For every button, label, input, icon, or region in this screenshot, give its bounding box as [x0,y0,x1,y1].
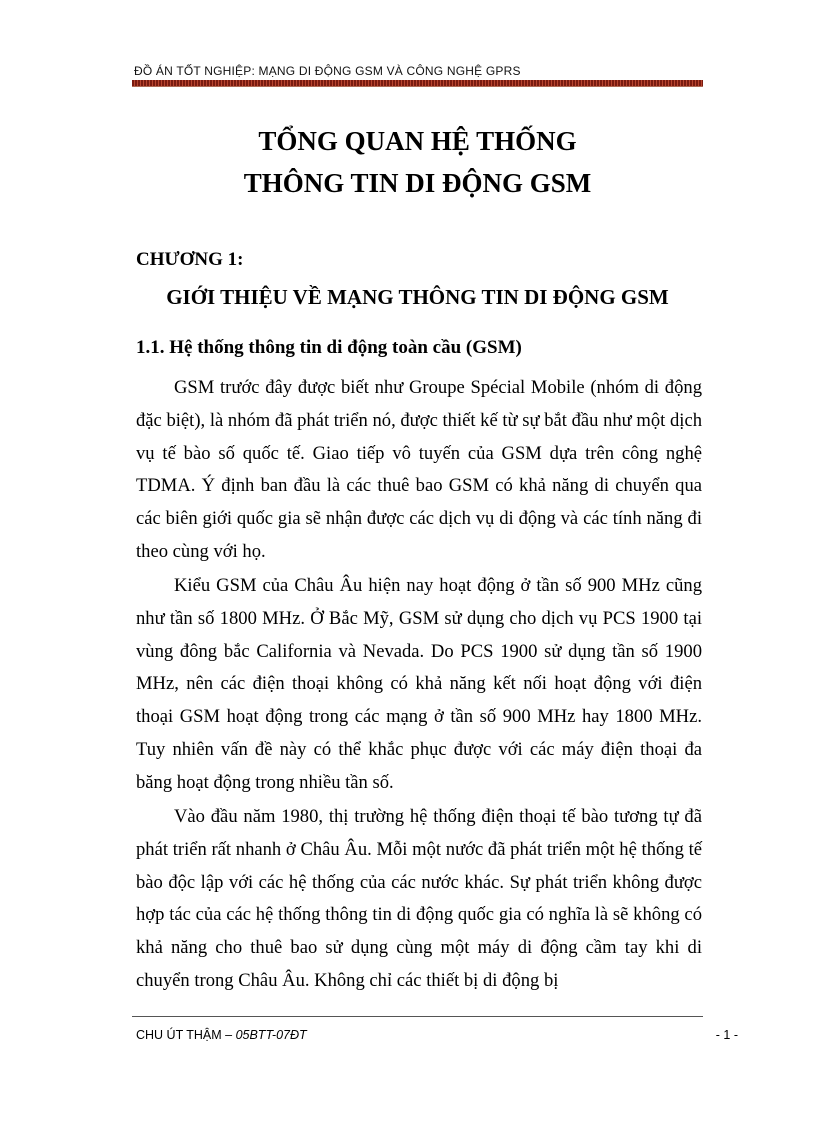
chapter-label: CHƯƠNG 1: [136,249,244,270]
document-title-line2: THÔNG TIN DI ĐỘNG GSM [243,168,592,198]
body-paragraph-2: Kiểu GSM của Châu Âu hiện nay hoạt động ở tần số 900 MHz cũng như tần số 1800 MHz. Ở Bắc Mỹ, GSM sử dụng cho dịch vụ PCS 1900 tại vùng đông bắc California và Nevada. Do PCS 1900 sử dụng tần số 1900 MHz, nên các điện thoại không có khả năng kết nối hoạt động với điện thoại GSM hoạt động trong các mạng ở tần số 900 MHz hay 1800 MHz. Tuy nhiên vấn đề này có thể khắc phục được với các máy điện thoại đa băng hoạt động trong nhiều tần số. [136,575,702,793]
header-rule-thin [132,86,703,87]
running-header: ĐỒ ÁN TỐT NGHIỆP: MẠNG DI ĐỘNG GSM VÀ CÔNG NGHỆ GPRS [134,64,521,78]
footer-author [136,1028,307,1042]
section-heading: 1.1. Hệ thống thông tin di động toàn cầu (GSM) [136,337,522,358]
document-title [132,120,703,204]
footer-rule [132,1016,703,1017]
footer-author-name: CHU ÚT THẬM – [136,1028,233,1042]
page-number: - 1 - [715,1028,738,1042]
body-paragraph-1: GSM trước đây được biết như Groupe Spécial Mobile (nhóm di động đặc biệt), là nhóm đã phát triển nó, được thiết kế từ sự bắt đầu như một dịch vụ tế bào số quốc tế. Giao tiếp vô tuyến của GSM dựa trên công nghệ TDMA. Ý định ban đầu là các thuê bao GSM có khả năng di chuyển qua các biên giới quốc gia sẽ nhận được các dịch vụ di động và các tính năng đi theo cùng với họ. [136,377,702,562]
footer-author-code: 05BTT-07ĐT [235,1028,307,1042]
document-title-line1: TỔNG QUAN HỆ THỐNG [258,126,577,156]
chapter-title: GIỚI THIỆU VỀ MẠNG THÔNG TIN DI ĐỘNG GSM [166,285,669,309]
body-paragraph-3: Vào đầu năm 1980, thị trường hệ thống điện thoại tế bào tương tự đã phát triển rất nhanh ở Châu Âu. Mỗi một nước đã phát triển một hệ thống tế bào độc lập với các hệ thống của các nước khác. Sự phát triển không được hợp tác của các hệ thống thông tin di động quốc gia có nghĩa là sẽ không có khả năng cho thuê bao sử dụng cùng một máy di động cầm tay khi di chuyển trong Châu Âu. Không chỉ các thiết bị di động bị [136,806,702,991]
